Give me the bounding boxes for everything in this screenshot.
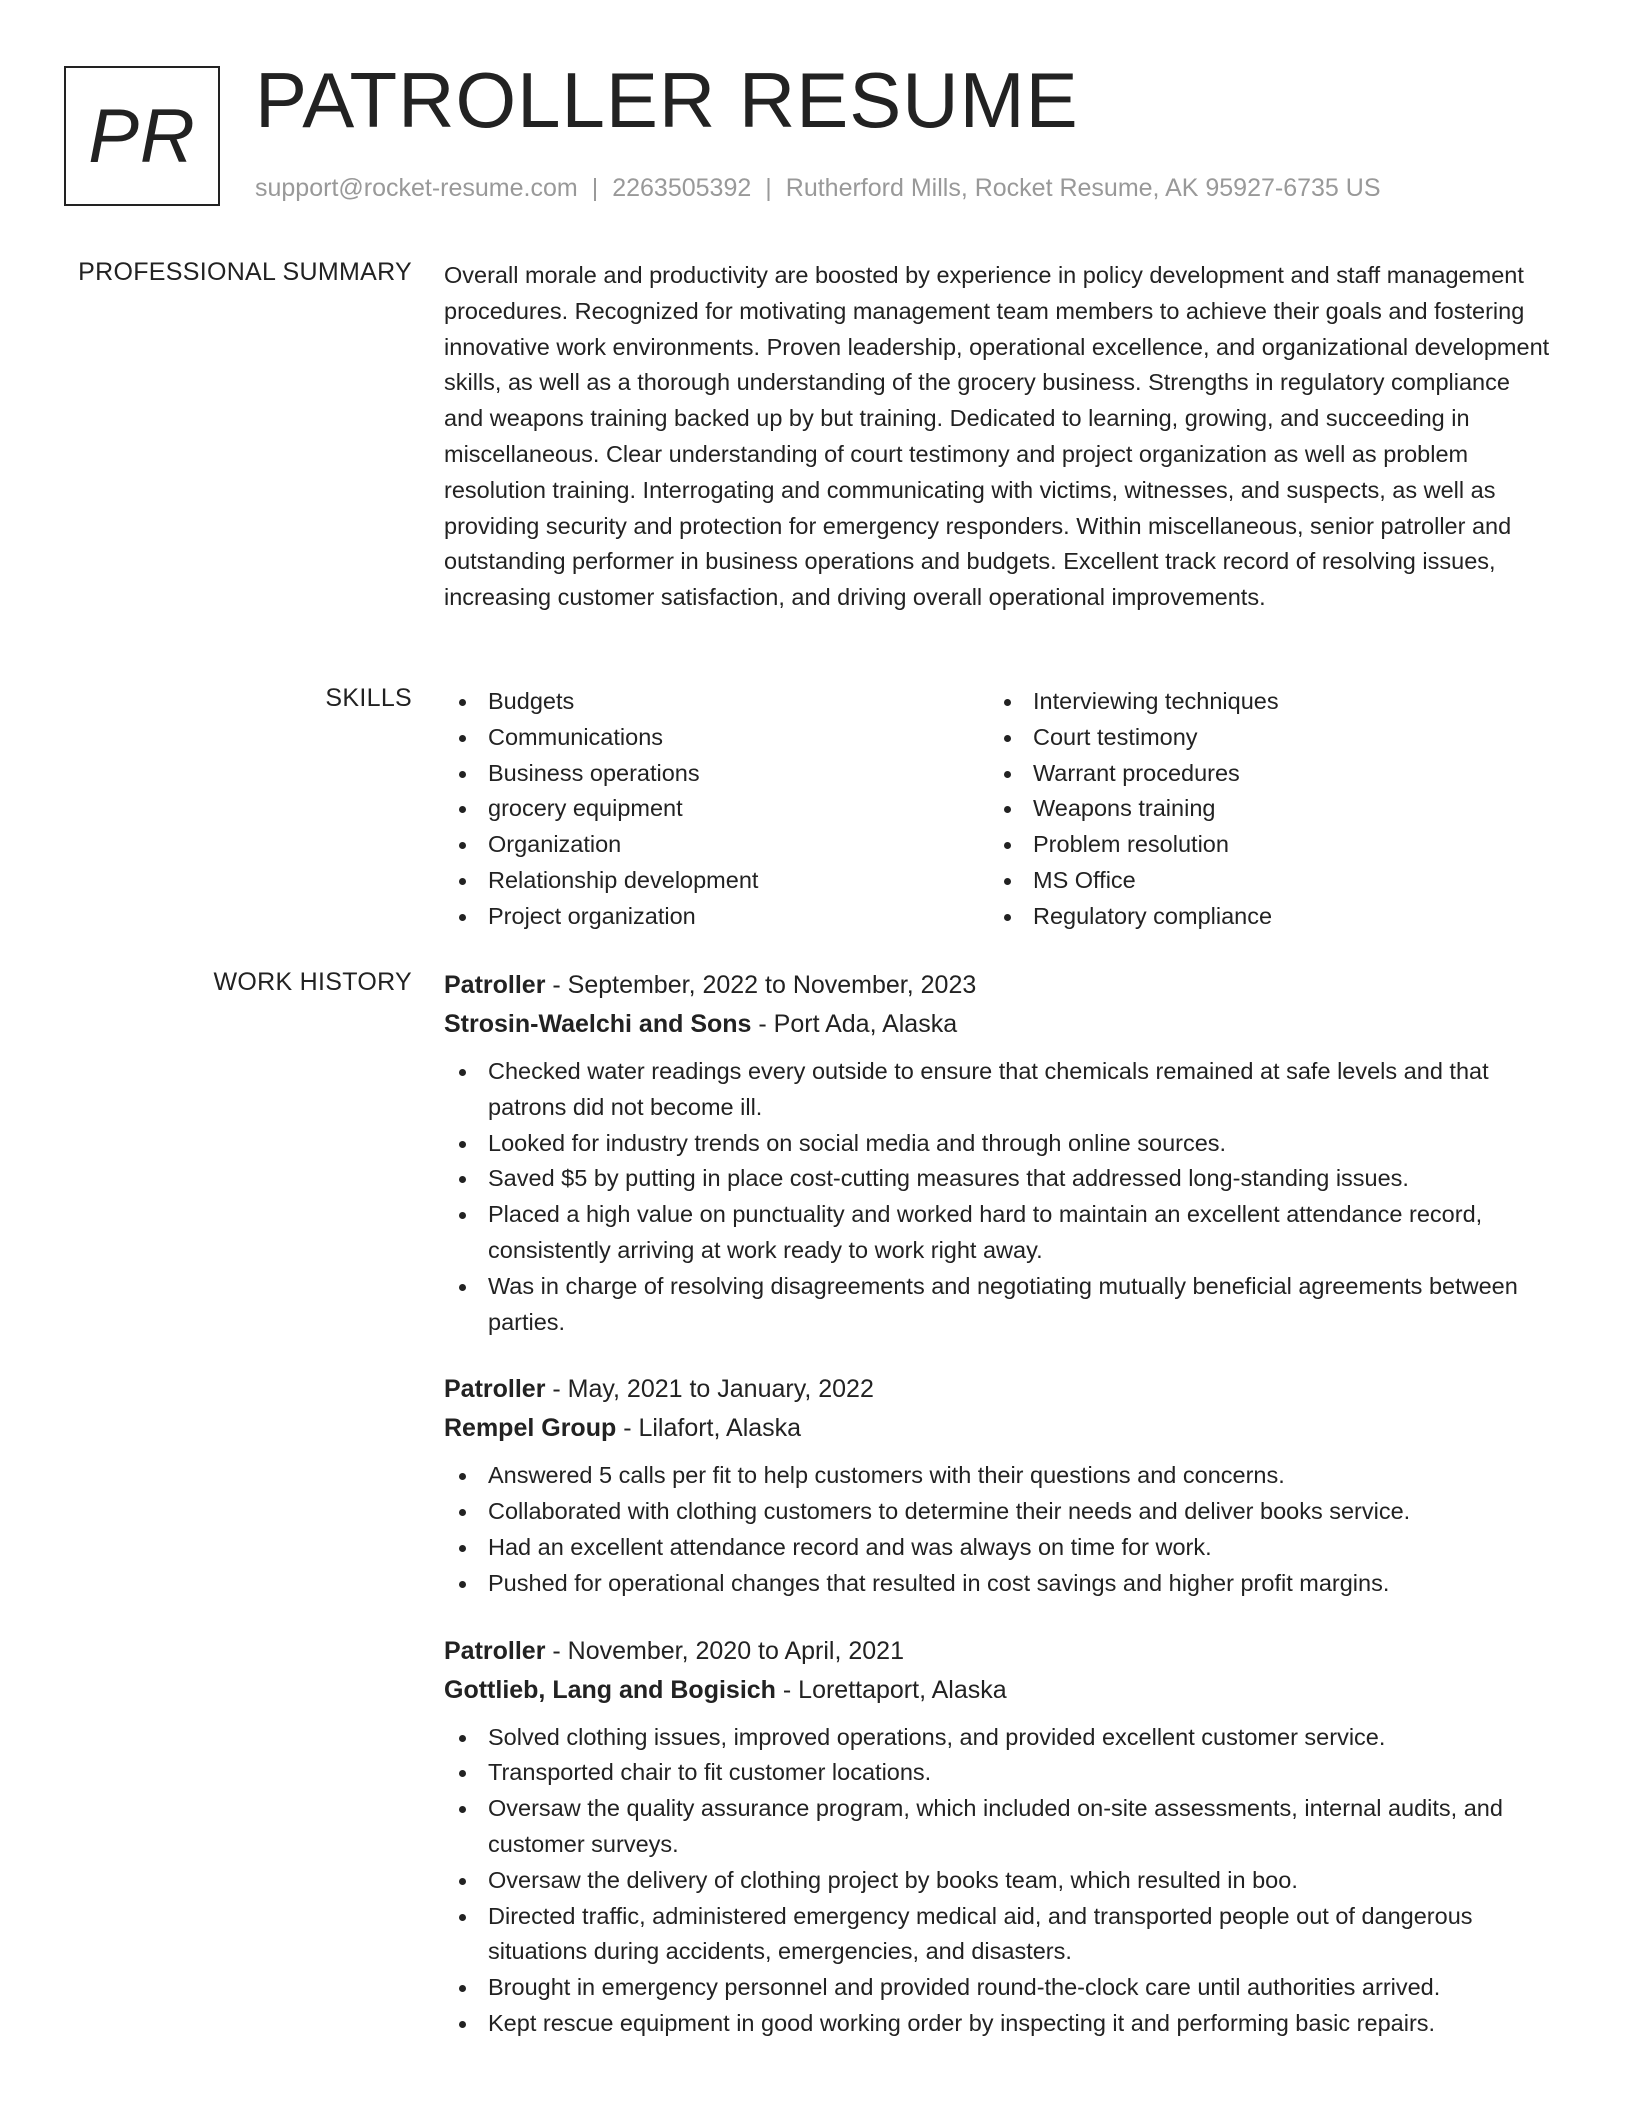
- job-dates: - May, 2021 to January, 2022: [545, 1375, 874, 1404]
- job-bullet: Kept rescue equipment in good working order by inspecting it and performing basic repairs.: [444, 2006, 1554, 2042]
- skills-body: [444, 684, 1554, 935]
- job-bullet: Saved $5 by putting in place cost-cutting measures that addressed long-standing issues.: [444, 1161, 1554, 1197]
- contact-address: Rutherford Mills, Rocket Resume, AK 95927-6735 US: [785, 174, 1381, 202]
- job-company: Strosin-Waelchi and Sons: [444, 1010, 752, 1038]
- job-bullet: Collaborated with clothing customers to determine their needs and deliver books service.: [444, 1494, 1554, 1530]
- work-history-heading: WORK HISTORY: [213, 968, 412, 996]
- contact-email: support@rocket-resume.com: [255, 174, 578, 202]
- skill-item: Regulatory compliance: [989, 899, 1534, 935]
- job-bullet: Solved clothing issues, improved operations, and provided excellent customer service.: [444, 1720, 1554, 1756]
- job-company: Gottlieb, Lang and Bogisich: [444, 1675, 776, 1704]
- skills-column-right: [989, 684, 1534, 935]
- contact-phone: 2263505392: [612, 174, 752, 202]
- job-bullet: Answered 5 calls per fit to help customers with their questions and concerns.: [444, 1458, 1554, 1494]
- skill-item: Business operations: [444, 756, 989, 792]
- job-dates: - November, 2020 to April, 2021: [545, 1636, 904, 1665]
- skill-item: Warrant procedures: [989, 756, 1534, 792]
- job-bullet: Brought in emergency personnel and provided round-the-clock care until authorities arrived.: [444, 1970, 1554, 2006]
- job-bullet: Oversaw the delivery of clothing project by books team, which resulted in boo.: [444, 1863, 1554, 1899]
- skills-heading: SKILLS: [325, 684, 412, 712]
- skill-item: Budgets: [444, 684, 989, 720]
- summary-body: [444, 258, 1554, 616]
- job-entry: [444, 966, 1554, 1340]
- job-bullets: [444, 1720, 1554, 2042]
- job-bullet: Placed a high value on punctuality and worked hard to maintain an excellent attendance record, consistently arriving at work ready to work right away.: [444, 1197, 1554, 1269]
- job-bullet: Transported chair to fit customer locations.: [444, 1755, 1554, 1791]
- monogram-initials: PR: [88, 93, 196, 179]
- job-company-line: [444, 1409, 1554, 1448]
- skill-item: Weapons training: [989, 791, 1534, 827]
- job-bullet: Pushed for operational changes that resulted in cost savings and higher profit margins.: [444, 1566, 1554, 1602]
- job-entry: [444, 1632, 1554, 2042]
- skill-item: Court testimony: [989, 720, 1534, 756]
- job-bullet: Was in charge of resolving disagreements and negotiating mutually beneficial agreements between parties.: [444, 1269, 1554, 1341]
- job-location: - Lilafort, Alaska: [616, 1414, 802, 1443]
- skill-item: Organization: [444, 827, 989, 863]
- contact-separator: |: [591, 174, 599, 202]
- job-location: - Lorettaport, Alaska: [775, 1675, 1007, 1704]
- job-bullet: Looked for industry trends on social media and through online sources.: [444, 1126, 1554, 1162]
- skill-item: Problem resolution: [989, 827, 1534, 863]
- skills-grid: [444, 684, 1554, 935]
- summary-heading: PROFESSIONAL SUMMARY: [78, 258, 412, 286]
- job-dates: - September, 2022 to November, 2023: [545, 971, 977, 999]
- resume-title: PATROLLER RESUME: [255, 56, 1079, 144]
- monogram-box: [64, 66, 220, 206]
- skill-item: Project organization: [444, 899, 989, 935]
- job-bullet: Had an excellent attendance record and was always on time for work.: [444, 1530, 1554, 1566]
- skill-item: grocery equipment: [444, 791, 989, 827]
- contact-line: [255, 174, 1381, 203]
- job-bullets: [444, 1458, 1554, 1601]
- job-role: Patroller: [444, 1636, 546, 1665]
- job-role-line: [444, 1632, 1554, 1671]
- job-location: - Port Ada, Alaska: [751, 1010, 958, 1038]
- job-bullet: Directed traffic, administered emergency medical aid, and transported people out of dangerous situations during accidents, emergencies, and disasters.: [444, 1899, 1554, 1971]
- work-history-body: [444, 966, 1554, 2042]
- skill-item: Communications: [444, 720, 989, 756]
- job-role: Patroller: [444, 1375, 546, 1404]
- job-bullet: Checked water readings every outside to ensure that chemicals remained at safe levels and that patrons did not become ill.: [444, 1054, 1554, 1126]
- job-role-line: [444, 966, 1554, 1005]
- job-entry: [444, 1370, 1554, 1601]
- skills-column-left: [444, 684, 989, 935]
- job-bullet: Oversaw the quality assurance program, which included on-site assessments, internal audits, and customer surveys.: [444, 1791, 1554, 1863]
- contact-separator: |: [765, 174, 772, 202]
- summary-text: Overall morale and productivity are boosted by experience in policy development and staff management procedures. Recognized for motivating management team members to achieve their goals and fostering innovative work environments. Proven leadership, operational excellence, and organizational development skills, as well as a thorough understanding of the grocery business. Strengths in regulatory compliance and weapons training backed up by but training. Dedicated to learning, growing, and succeeding in miscellaneous. Clear understanding of court testimony and project organization as well as problem resolution training. Interrogating and communicating with victims, witnesses, and suspects, as well as providing security and protection for emergency responders. Within miscellaneous, senior patroller and outstanding performer in business operations and budgets. Excellent track record of resolving issues, increasing customer satisfaction, and driving overall operational improvements.: [444, 262, 1550, 611]
- skill-item: MS Office: [989, 863, 1534, 899]
- job-company: Rempel Group: [444, 1414, 617, 1443]
- job-company-line: [444, 1005, 1554, 1044]
- skill-item: Interviewing techniques: [989, 684, 1534, 720]
- job-bullets: [444, 1054, 1554, 1340]
- job-role-line: [444, 1370, 1554, 1409]
- job-company-line: [444, 1671, 1554, 1710]
- job-role: Patroller: [444, 971, 546, 999]
- skill-item: Relationship development: [444, 863, 989, 899]
